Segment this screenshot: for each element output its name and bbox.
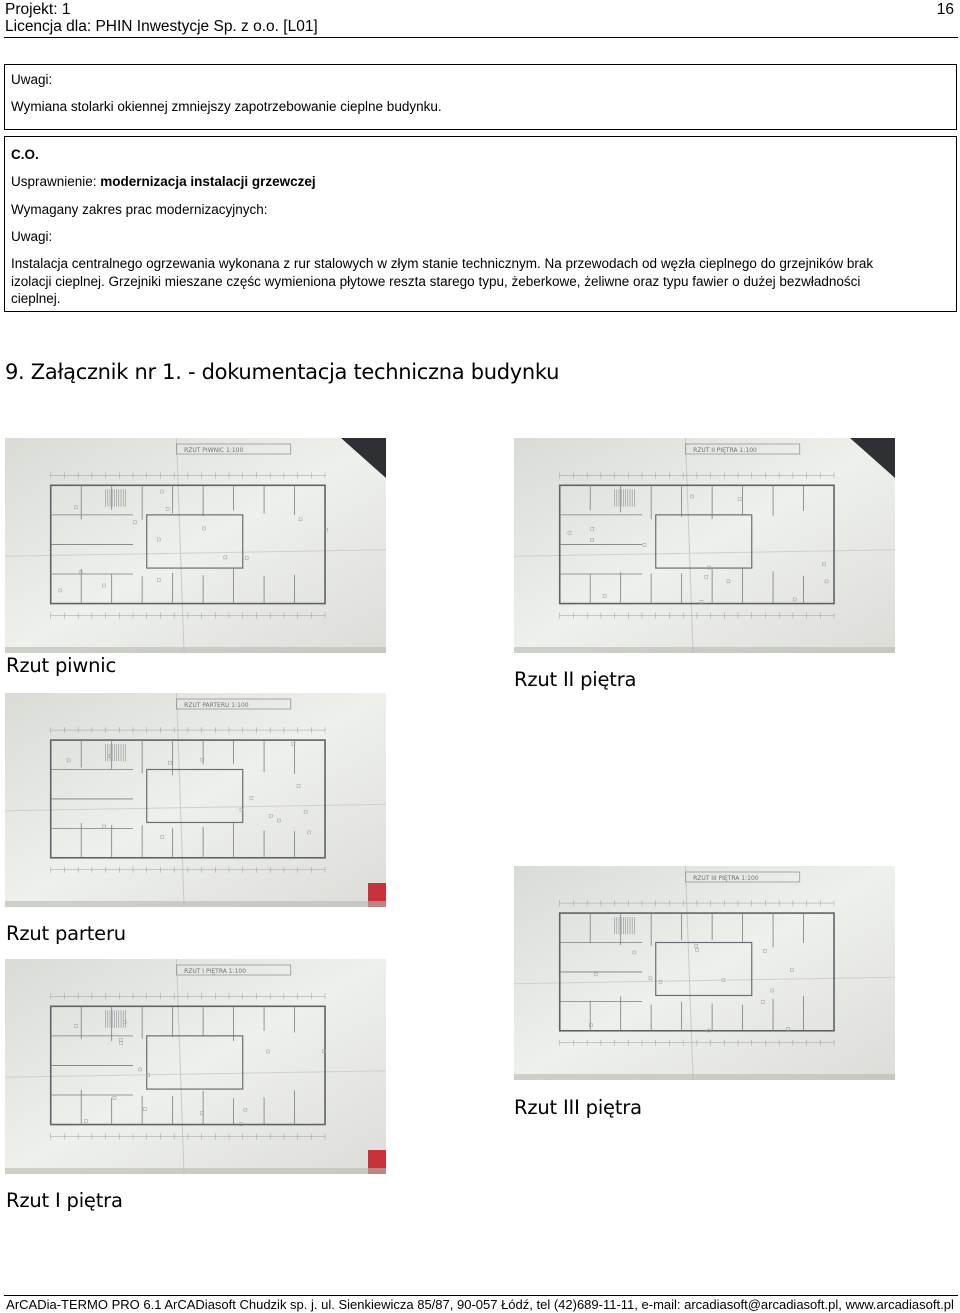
photo-third-floor-plan — [514, 866, 895, 1080]
floor-plan-drawing — [514, 438, 895, 653]
co-remarks-line-2: izolacji cieplnej. Grzejniki mieszane częśc wymieniona płytowe reszta starego typu, żeberkowe, żeliwne oraz typu fawier o dużej bezwładności — [11, 274, 861, 289]
floor-plan-drawing — [5, 438, 386, 653]
co-remarks-line-3: cieplnej. — [11, 291, 61, 306]
co-remarks-line-1: Instalacja centralnego ogrzewania wykonana z rur stalowych w złym stanie technicznym. Na przewodach od węzła cieplnego do grzejników brak — [11, 256, 874, 271]
floor-plan-drawing — [5, 693, 386, 907]
photo-ground-floor-plan — [5, 693, 386, 907]
remarks-label: Uwagi: — [11, 72, 53, 87]
header-rule — [4, 37, 958, 38]
caption-first-floor: Rzut I piętra — [6, 1189, 123, 1212]
co-title: C.O. — [11, 147, 39, 162]
improvement-value: modernizacja instalacji grzewczej — [100, 174, 316, 189]
floor-plan-drawing — [5, 959, 386, 1174]
svg-text:RZUT PIWNIC 1:100: RZUT PIWNIC 1:100 — [184, 447, 244, 454]
improvement-label: Usprawnienie: — [11, 174, 101, 189]
license-label: Licencja dla: PHIN Inwestycje Sp. z o.o. [L01] — [5, 18, 318, 35]
co-remarks-label: Uwagi: — [11, 229, 53, 244]
improvement-line — [11, 173, 316, 190]
section-title: 9. Załącznik nr 1. - dokumentacja techniczna budynku — [5, 360, 560, 384]
project-label: Projekt: 1 — [5, 1, 71, 18]
co-box — [4, 136, 957, 312]
photo-first-floor-plan — [5, 959, 386, 1174]
svg-text:RZUT II PIĘTRA 1:100: RZUT II PIĘTRA 1:100 — [693, 447, 757, 454]
photo-basement-plan — [5, 438, 386, 653]
svg-text:RZUT III PIĘTRA 1:100: RZUT III PIĘTRA 1:100 — [693, 875, 759, 882]
photo-second-floor-plan — [514, 438, 895, 653]
footer-rule — [4, 1295, 958, 1296]
svg-text:RZUT I PIĘTRA 1:100: RZUT I PIĘTRA 1:100 — [184, 968, 247, 975]
page-number: 16 — [936, 1, 954, 18]
scope-label: Wymagany zakres prac modernizacyjnych: — [11, 202, 268, 217]
svg-text:RZUT PARTERU 1:100: RZUT PARTERU 1:100 — [184, 702, 249, 709]
caption-basement: Rzut piwnic — [6, 654, 117, 677]
remarks-text: Wymiana stolarki okiennej zmniejszy zapotrzebowanie cieplne budynku. — [11, 99, 442, 114]
floor-plan-drawing — [514, 866, 895, 1080]
caption-third-floor: Rzut III piętra — [514, 1096, 642, 1119]
caption-second-floor: Rzut II piętra — [514, 668, 637, 691]
remarks-box — [4, 64, 957, 130]
caption-ground-floor: Rzut parteru — [6, 922, 126, 945]
footer-text: ArCADia-TERMO PRO 6.1 ArCADiasoft Chudzik sp. j. ul. Sienkiewicza 85/87, 90-057 Łódź, tel (42)689-11-11, e-mail: arcadiasoft@arcadiasoft.pl, www.arcadiasoft.pl — [6, 1297, 954, 1312]
